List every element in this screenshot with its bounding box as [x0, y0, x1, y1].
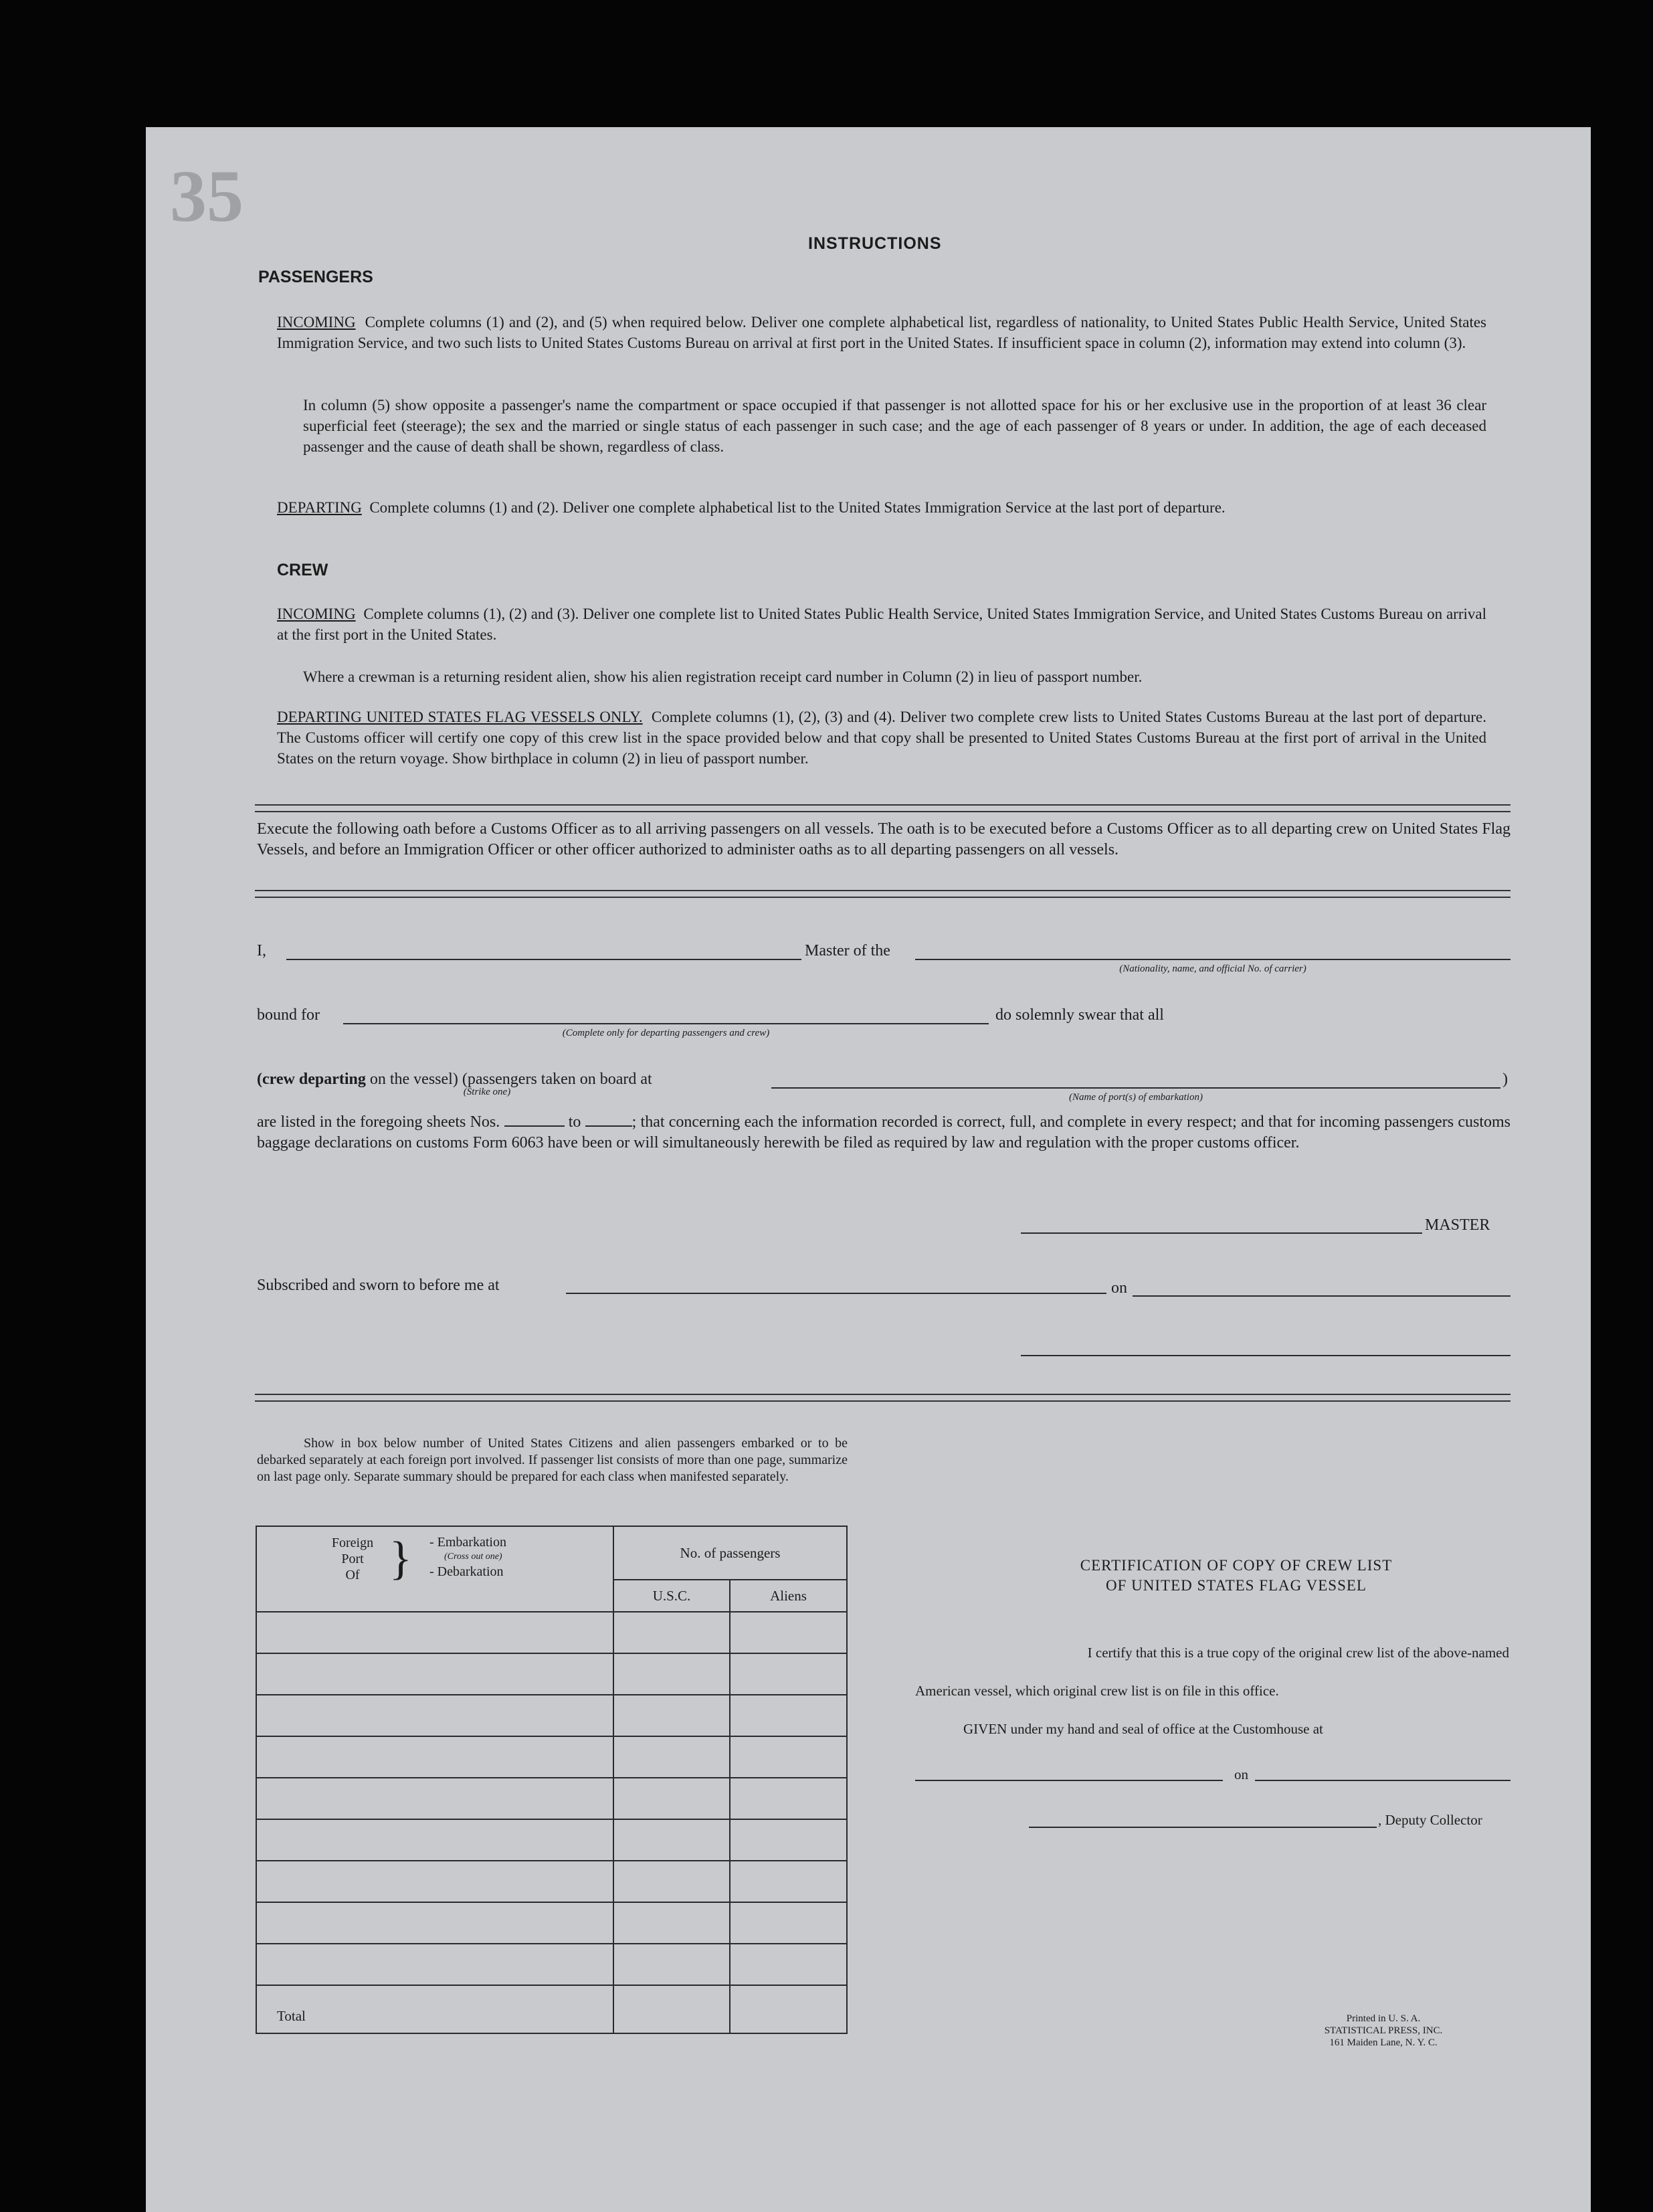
crew-departing-label: DEPARTING UNITED STATES FLAG VESSELS ONLY. [277, 709, 643, 725]
printer-line2: STATISTICAL PRESS, INC. [1324, 2025, 1443, 2036]
usc-cell[interactable] [613, 1819, 730, 1861]
foreign-label: Foreign [331, 1536, 374, 1550]
aliens-cell[interactable] [730, 1902, 847, 1944]
total-label: Total [256, 1985, 613, 2033]
usc-cell[interactable] [613, 1902, 730, 1944]
usc-cell[interactable] [613, 1778, 730, 1819]
of-label: Of [345, 1568, 360, 1582]
usc-header: U.S.C. [613, 1580, 730, 1612]
port-cell[interactable] [256, 1612, 613, 1653]
deputy-collector: , Deputy Collector [1378, 1812, 1482, 1828]
usc-cell[interactable] [613, 1695, 730, 1736]
crew-departing-option[interactable]: (crew departing [257, 1071, 366, 1088]
listed-rest: ; that concerning each the information recorded is correct, full, and complete in every respect; and that for incoming passengers customs baggage declarations on customs Form 6063 have been or will simultaneously herewith be filed as required by law and regulation with the proper customs officer. [257, 1113, 1511, 1151]
bound-for-line[interactable] [343, 1023, 989, 1024]
certification-title [1009, 1556, 1464, 1596]
aliens-cell[interactable] [730, 1736, 847, 1778]
table-row [256, 1695, 847, 1736]
master-of-the: Master of the [805, 942, 890, 959]
on-vessel: on the vessel) [369, 1071, 458, 1088]
officer-signature-line[interactable] [1021, 1355, 1511, 1356]
aliens-cell[interactable] [730, 1778, 847, 1819]
table-row [256, 1861, 847, 1902]
cross-out-caption: (Cross out one) [444, 1552, 502, 1562]
passengers-column5: In column (5) show opposite a passenger's name the compartment or space occupied if that passenger is not allotted space for his or her exclusive use in the proportion of at least 36 clear superficial feet (steerage); the sex and the married or single status of each passenger in such case; and the age of each passenger of 8 years or under. In addition, the age of each deceased passenger and the cause of death shall be shown, regardless of class. [303, 397, 1486, 455]
aliens-cell[interactable] [730, 1861, 847, 1902]
sheet-to-blank[interactable] [585, 1125, 632, 1127]
oath-intro: Execute the following oath before a Customs Officer as to all arriving passengers on all vessels. The oath is to be executed before a Customs Officer as to all departing crew on United States Flag Vessels, and before an Immigration Officer or other officer authorized to administer oaths as to all departing passengers on all vessels. [257, 820, 1511, 858]
port-cell[interactable] [256, 1944, 613, 1985]
crew-incoming [277, 604, 1486, 645]
port-label: Port [341, 1552, 364, 1566]
master-signature-line[interactable] [1021, 1232, 1422, 1234]
table-row [256, 1653, 847, 1695]
foreign-port-header [256, 1526, 613, 1612]
brace-icon: } [389, 1533, 412, 1584]
aliens-header: Aliens [730, 1580, 847, 1612]
table-row [256, 1944, 847, 1985]
port-cell[interactable] [256, 1902, 613, 1944]
port-cell[interactable] [256, 1861, 613, 1902]
carrier-line[interactable] [915, 959, 1511, 960]
vessel-line-text [257, 1071, 652, 1089]
aliens-total-cell[interactable] [730, 1985, 847, 2033]
printer-line1: Printed in U. S. A. [1346, 2013, 1421, 2024]
form-page [146, 127, 1591, 2212]
printer-line3: 161 Maiden Lane, N. Y. C. [1329, 2037, 1438, 2048]
sworn-at-line[interactable] [566, 1293, 1106, 1294]
debarkation-option[interactable]: - Debarkation [429, 1564, 504, 1579]
cert-on: on [1234, 1766, 1248, 1782]
table-row [256, 1902, 847, 1944]
instructions-title: INSTRUCTIONS [808, 234, 942, 253]
table-row [256, 1612, 847, 1653]
aliens-cell[interactable] [730, 1653, 847, 1695]
aliens-cell[interactable] [730, 1612, 847, 1653]
passengers-incoming [277, 312, 1486, 353]
usc-cell[interactable] [613, 1736, 730, 1778]
port-cell[interactable] [256, 1819, 613, 1861]
table-row [256, 1778, 847, 1819]
divider [255, 1394, 1511, 1402]
usc-cell[interactable] [613, 1612, 730, 1653]
bound-caption: (Complete only for departing passengers and crew) [562, 1028, 770, 1038]
passengers-heading: PASSENGERS [258, 268, 373, 286]
stamp-number: 35 [170, 155, 244, 237]
customhouse-line[interactable] [915, 1780, 1223, 1781]
subscribed-text: Subscribed and sworn to before me at [257, 1277, 500, 1294]
divider [255, 890, 1511, 898]
embarkation-option[interactable]: - Embarkation [429, 1535, 506, 1550]
embarkation-port-line[interactable] [771, 1087, 1500, 1089]
carrier-caption: (Nationality, name, and official No. of carrier) [1119, 963, 1306, 974]
sworn-date-line[interactable] [1133, 1295, 1511, 1297]
passengers-taken-option[interactable]: (passengers taken on board at [462, 1071, 652, 1088]
master-name-line[interactable] [286, 959, 801, 960]
oath-i: I, [257, 942, 266, 959]
table-row [256, 1736, 847, 1778]
crew-resident: Where a crewman is a returning resident alien, show his alien registration receipt card number in Column (2) in lieu of passport number. [303, 668, 1143, 685]
summary-note: Show in box below number of United States Citizens and alien passengers embarked or to be debarked separately at each foreign port involved. If passenger list consists of more than one page, summarize on last page only. Separate summary should be prepared for each class when manifested separately. [257, 1436, 848, 1484]
port-cell[interactable] [256, 1778, 613, 1819]
crew-incoming-text: Complete columns (1), (2) and (3). Deliver one complete list to United States Public Health Service, United States Immigration Service, and United States Customs Bureau on arrival at the first port in the United States. [277, 606, 1486, 643]
deputy-signature-line[interactable] [1029, 1827, 1377, 1828]
certification-title-line1: CERTIFICATION OF COPY OF CREW LIST [1080, 1557, 1393, 1574]
passenger-summary-table [256, 1526, 848, 2034]
crew-heading: CREW [277, 561, 328, 579]
ports-caption: (Name of port(s) of embarkation) [1069, 1092, 1203, 1103]
usc-cell[interactable] [613, 1861, 730, 1902]
certify-line1: I certify that this is a true copy of the original crew list of the above-named [1087, 1645, 1509, 1661]
aliens-cell[interactable] [730, 1695, 847, 1736]
sheet-from-blank[interactable] [504, 1125, 565, 1127]
strike-caption: (Strike one) [463, 1087, 511, 1097]
no-of-passengers-header: No. of passengers [613, 1526, 847, 1580]
table-row [256, 1819, 847, 1861]
listed-start: are listed in the foregoing sheets Nos. [257, 1113, 500, 1131]
port-cell[interactable] [256, 1695, 613, 1736]
passengers-departing-text: Complete columns (1) and (2). Deliver one complete alphabetical list to the United States Immigration Service at the last port of departure. [369, 499, 1226, 516]
usc-cell[interactable] [613, 1653, 730, 1695]
aliens-cell[interactable] [730, 1819, 847, 1861]
crew-departing [277, 707, 1486, 769]
bound-for: bound for [257, 1006, 320, 1024]
given-text: GIVEN under my hand and seal of office at the Customhouse at [963, 1721, 1323, 1737]
listed-paragraph [257, 1112, 1511, 1154]
printer-imprint [1296, 2013, 1470, 2049]
master-label: MASTER [1425, 1216, 1490, 1234]
certification-title-line2: OF UNITED STATES FLAG VESSEL [1106, 1577, 1367, 1594]
total-row [256, 1985, 847, 2033]
cert-date-line[interactable] [1255, 1780, 1511, 1781]
departing-label: DEPARTING [277, 499, 362, 516]
passengers-departing [277, 497, 1486, 518]
swear-text: do solemnly swear that all [995, 1006, 1164, 1024]
divider [255, 804, 1511, 812]
listed-to: to [568, 1113, 581, 1131]
sworn-on: on [1111, 1279, 1127, 1297]
usc-cell[interactable] [613, 1944, 730, 1985]
certify-line2: American vessel, which original crew list is on file in this office. [915, 1683, 1279, 1699]
close-paren: ) [1502, 1071, 1508, 1088]
passengers-incoming-text: Complete columns (1) and (2), and (5) when required below. Deliver one complete alphabetical list, regardless of nationality, to United States Public Health Service, United States Immigration Service, and two such lists to United States Customs Bureau on arrival at first port in the United States. If insufficient space in column (2), information may extend into column (3). [277, 314, 1487, 351]
port-cell[interactable] [256, 1736, 613, 1778]
crew-departing-text: Complete columns (1), (2), (3) and (4). Deliver two complete crew lists to United States Customs Bureau at the last port of departure. The Customs officer will certify one copy of this crew list in the space provided below and that copy shall be presented to United States Customs Bureau at the first port of arrival in the United States on the return voyage. Show birthplace in column (2) in lieu of passport number. [277, 709, 1487, 767]
crew-incoming-label: INCOMING [277, 606, 356, 622]
usc-total-cell[interactable] [613, 1985, 730, 2033]
aliens-cell[interactable] [730, 1944, 847, 1985]
incoming-label: INCOMING [277, 314, 356, 331]
port-cell[interactable] [256, 1653, 613, 1695]
